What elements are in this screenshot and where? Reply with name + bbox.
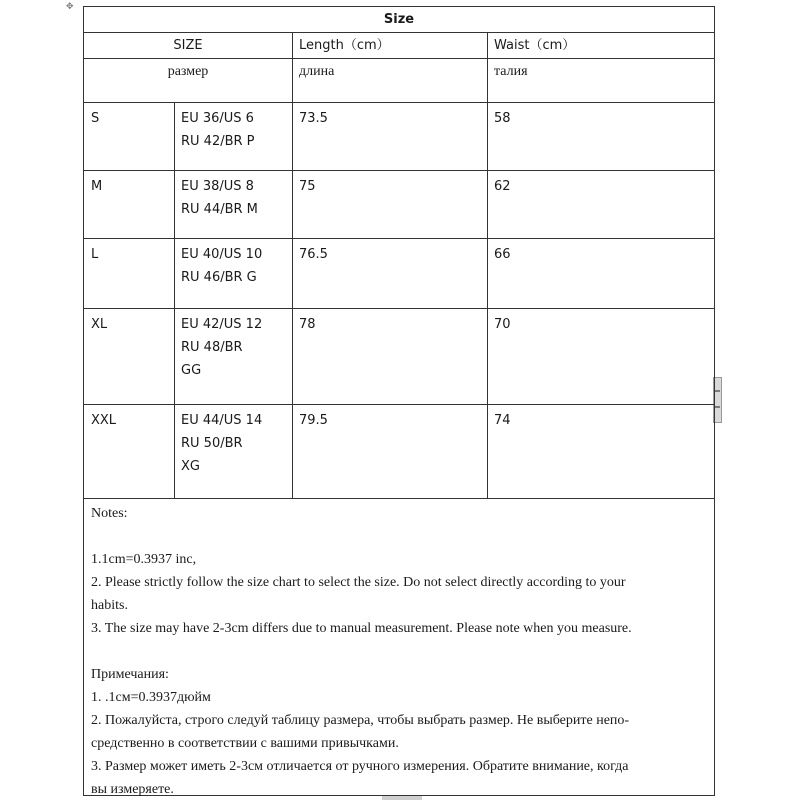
size-label: S xyxy=(91,111,100,126)
header-length: Length（cm） xyxy=(299,38,390,53)
table-row-waist-cell xyxy=(487,170,715,238)
waist-value: 74 xyxy=(494,413,511,428)
table-row-waist-cell xyxy=(487,308,715,404)
table-title-cell xyxy=(83,6,715,32)
header-length-ru-cell xyxy=(292,58,487,102)
table-row-waist-cell xyxy=(487,238,715,308)
header-length-ru: длина xyxy=(299,64,335,79)
size-chart-table xyxy=(83,6,715,796)
waist-value: 70 xyxy=(494,317,511,332)
notes-spacer xyxy=(91,640,714,663)
notes-title-en: Notes: xyxy=(91,506,128,521)
header-size-ru-cell xyxy=(83,58,292,102)
conv-line: EU 38/US 8 xyxy=(181,179,254,194)
table-row-conv-cell xyxy=(174,102,292,170)
table-row-length-cell xyxy=(292,170,487,238)
size-label: L xyxy=(91,247,99,262)
length-value: 78 xyxy=(299,317,316,332)
notes-line-ru: 2. Пожалуйста, строго следуй таблицу размера, чтобы выбрать размер. Не выберите непо- xyxy=(91,713,630,728)
header-waist-ru: талия xyxy=(494,64,528,79)
conv-line: RU 50/BR xyxy=(181,436,243,451)
size-label: XXL xyxy=(91,413,117,428)
conv-line: GG xyxy=(181,363,202,378)
waist-value: 58 xyxy=(494,111,511,126)
table-row-size-cell xyxy=(83,404,174,498)
table-row-conv-cell xyxy=(174,238,292,308)
conv-line: EU 44/US 14 xyxy=(181,413,263,428)
conv-line: EU 36/US 6 xyxy=(181,111,254,126)
table-row-waist-cell xyxy=(487,404,715,498)
length-value: 79.5 xyxy=(299,413,328,428)
table-row-conv-cell xyxy=(174,170,292,238)
table-row-length-cell xyxy=(292,404,487,498)
length-value: 73.5 xyxy=(299,111,328,126)
header-size: SIZE xyxy=(173,38,203,53)
table-move-handle-icon[interactable]: ✥ xyxy=(66,2,74,12)
table-row-size-cell xyxy=(83,238,174,308)
header-length-cell xyxy=(292,32,487,58)
table-row-waist-cell xyxy=(487,102,715,170)
table-row-length-cell xyxy=(292,308,487,404)
header-size-ru: размер xyxy=(167,64,209,79)
size-label: XL xyxy=(91,317,108,332)
size-label: M xyxy=(91,179,103,194)
table-row-length-cell xyxy=(292,102,487,170)
notes-line-en: 3. The size may have 2-3cm differs due to manual measurement. Please note when you measure. xyxy=(91,621,632,636)
table-row-size-cell xyxy=(83,308,174,404)
header-waist-ru-cell xyxy=(487,58,715,102)
table-title: Size xyxy=(383,12,415,27)
header-waist-cell xyxy=(487,32,715,58)
notes-line-ru: вы измеряете. xyxy=(91,782,174,797)
conv-line: RU 44/BR M xyxy=(181,202,258,217)
notes-line-en: habits. xyxy=(91,598,128,613)
table-row-length-cell xyxy=(292,238,487,308)
notes-title-ru: Примечания: xyxy=(91,667,169,682)
table-row-conv-cell xyxy=(174,308,292,404)
notes-line-ru: 3. Размер может иметь 2-3cм отличается от ручного измерения. Обратите внимание, когда xyxy=(91,759,629,774)
header-waist: Waist（cm） xyxy=(494,38,576,53)
conv-line: XG xyxy=(181,459,200,474)
conv-line: RU 48/BR xyxy=(181,340,243,355)
conv-line: RU 42/BR P xyxy=(181,134,255,149)
notes-spacer xyxy=(91,525,714,548)
notes-line-ru: 1. .1cм=0.3937дюйм xyxy=(91,690,211,705)
waist-value: 62 xyxy=(494,179,511,194)
conv-line: RU 46/BR G xyxy=(181,270,257,285)
waist-value: 66 xyxy=(494,247,511,262)
table-row-size-cell xyxy=(83,170,174,238)
header-size-cell xyxy=(83,32,292,58)
table-row-conv-cell xyxy=(174,404,292,498)
length-value: 75 xyxy=(299,179,316,194)
notes-line-en: 1.1cm=0.3937 inc, xyxy=(91,552,197,567)
notes-line-ru: средственно в соответствии с вашими привычками. xyxy=(91,736,399,751)
notes-cell xyxy=(83,498,715,796)
conv-line: EU 40/US 10 xyxy=(181,247,263,262)
table-row-size-cell xyxy=(83,102,174,170)
notes-line-en: 2. Please strictly follow the size chart to select the size. Do not select directly according to your xyxy=(91,575,626,590)
length-value: 76.5 xyxy=(299,247,328,262)
conv-line: EU 42/US 12 xyxy=(181,317,263,332)
